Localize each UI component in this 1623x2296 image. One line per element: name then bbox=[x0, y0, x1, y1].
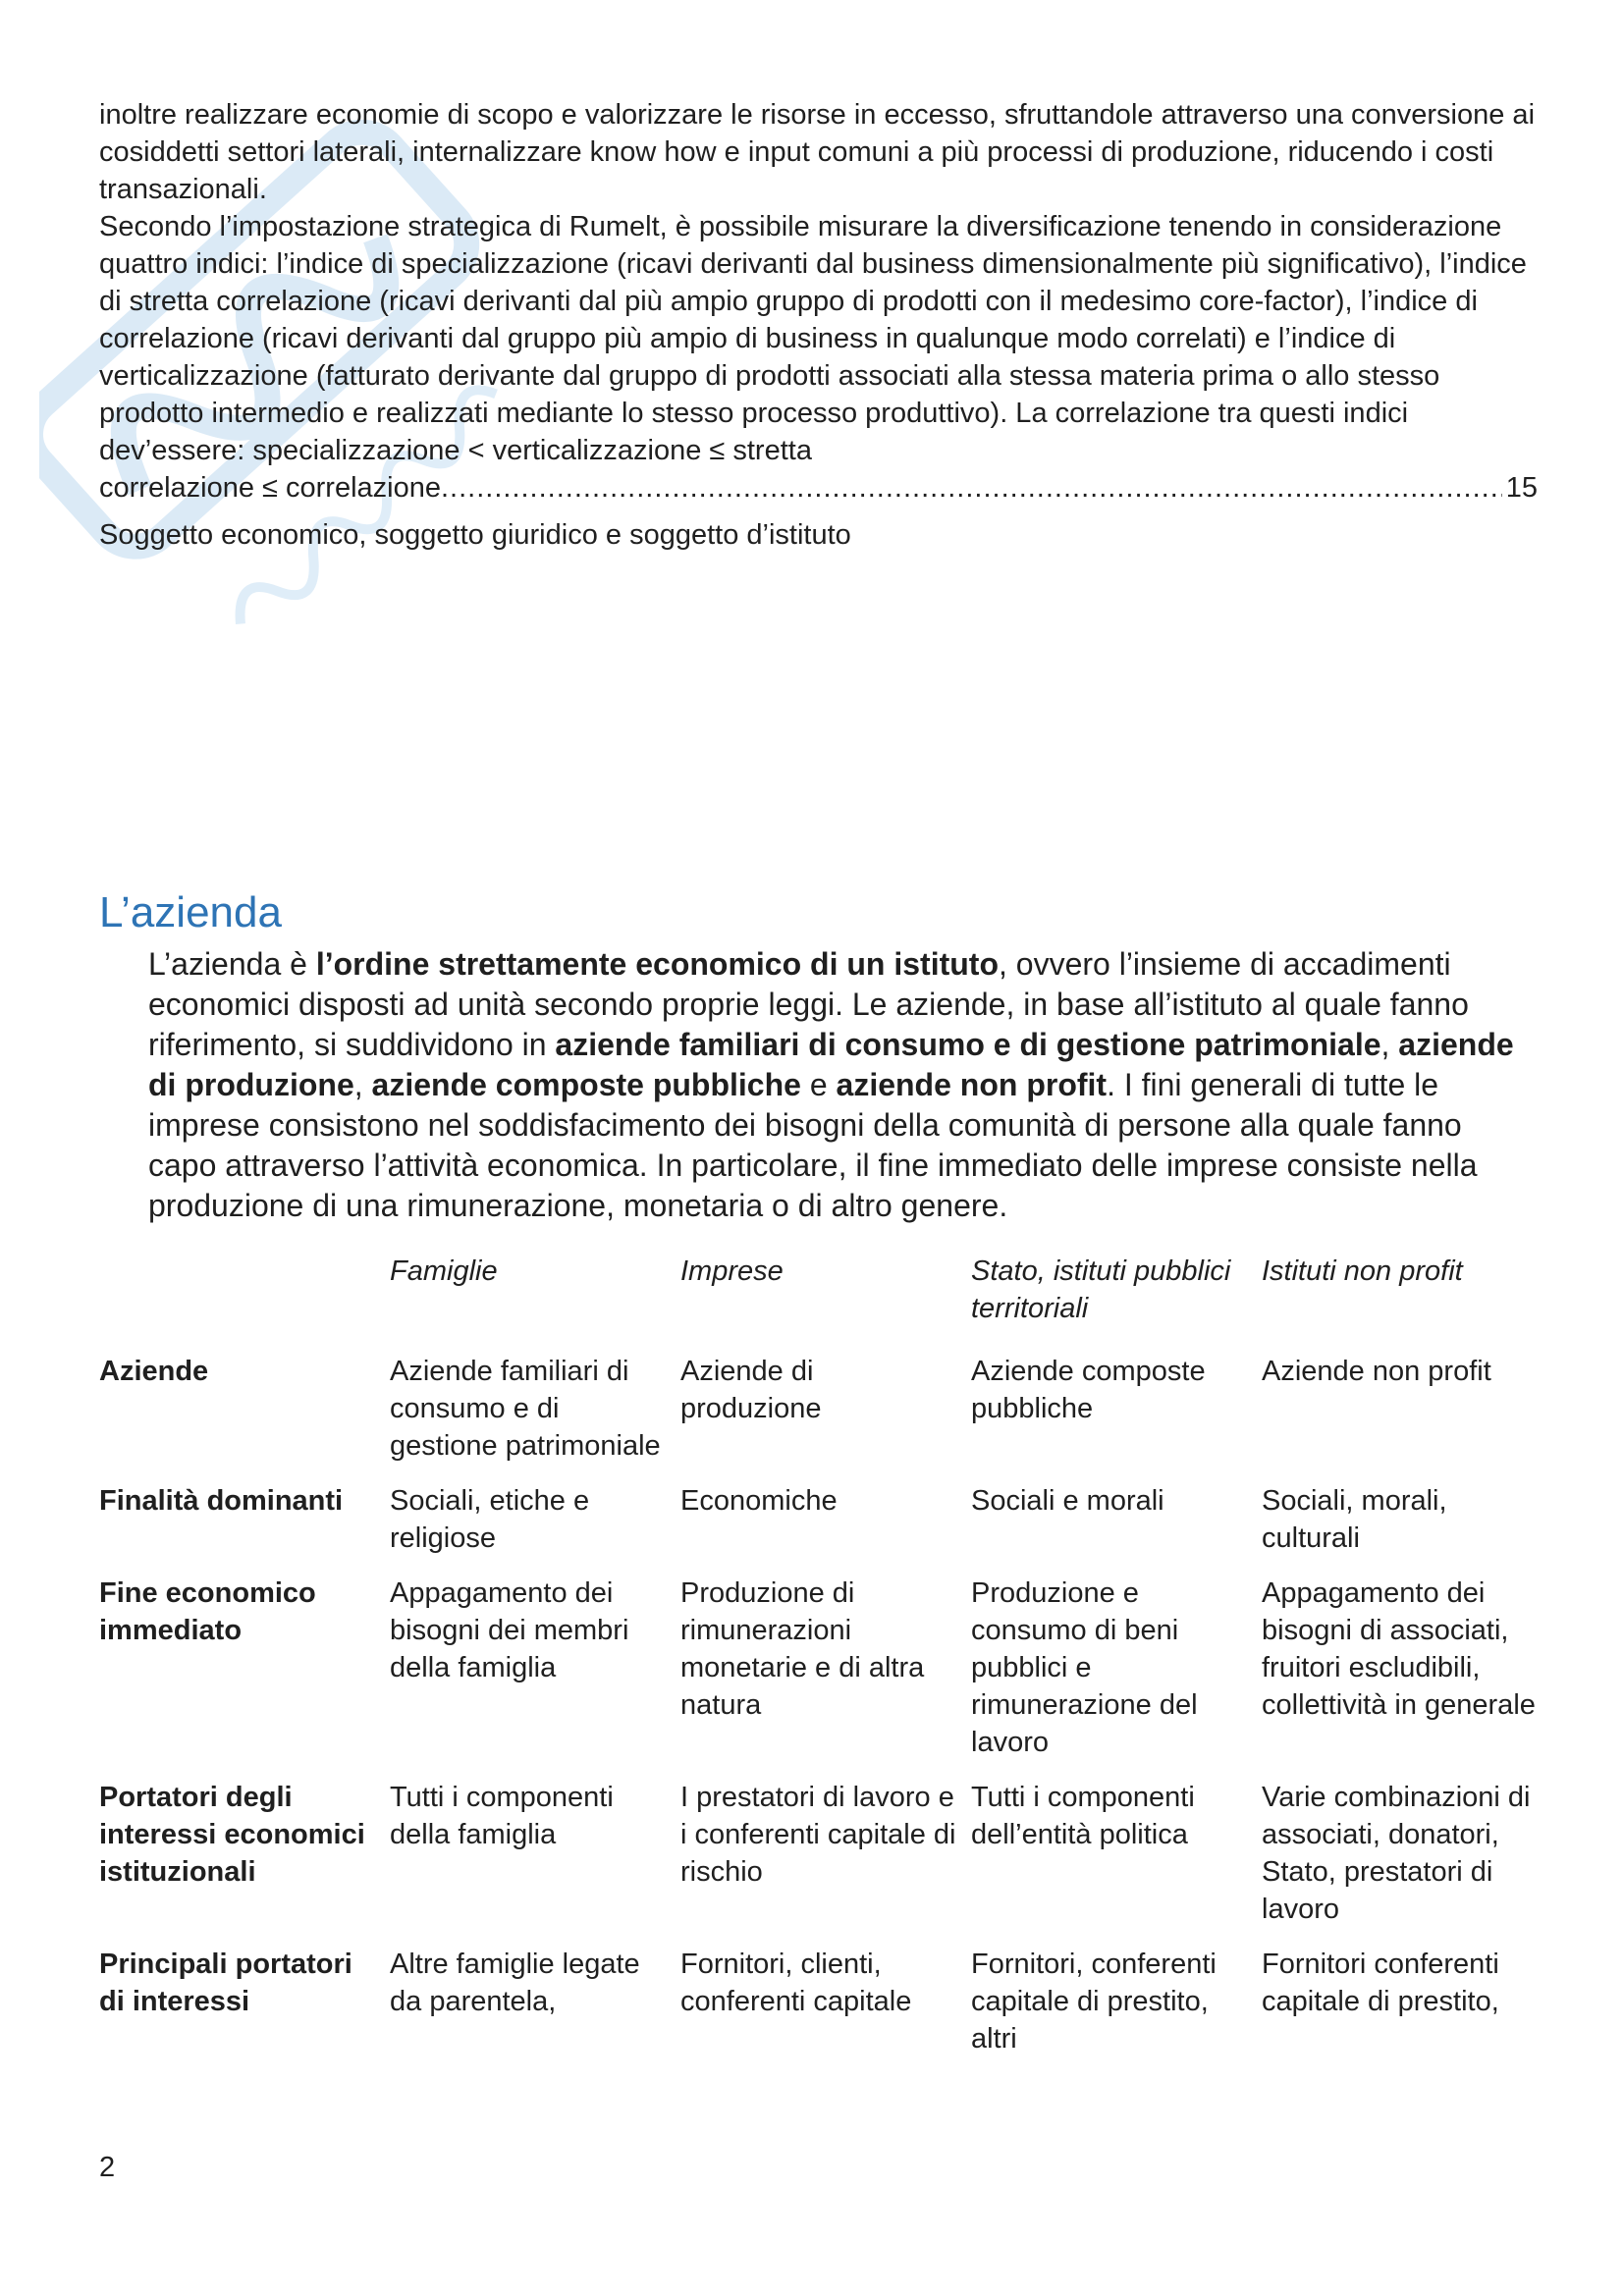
table-row bbox=[92, 1571, 1545, 1775]
table-cell: Appagamento dei bisogni dei membri della famiglia bbox=[390, 1577, 629, 1683]
intro-bold: aziende composte pubbliche bbox=[371, 1067, 801, 1102]
intro-paragraph bbox=[148, 944, 1538, 1226]
table-cell: Produzione di rimunerazioni monetarie e di altra natura bbox=[680, 1577, 925, 1721]
row-label: Finalità dominanti bbox=[99, 1485, 344, 1517]
page-number: 2 bbox=[99, 2152, 116, 2183]
table-cell: Sociali, morali, culturali bbox=[1262, 1485, 1447, 1554]
column-header: Imprese bbox=[680, 1255, 784, 1287]
column-header: Famiglie bbox=[390, 1255, 498, 1287]
table-cell: Aziende di produzione bbox=[680, 1356, 822, 1424]
column-header: Stato, istituti pubblici territoriali bbox=[971, 1255, 1231, 1324]
table-row bbox=[92, 1942, 1545, 2071]
table-cell: Sociali, etiche e religiose bbox=[390, 1485, 590, 1554]
table-cell: Appagamento dei bisogni di associati, fruitori escludibili, collettività in generale bbox=[1262, 1577, 1536, 1721]
toc-paragraph-1: inoltre realizzare economie di scopo e valorizzare le risorse in eccesso, sfruttandole attraverso una conversione ai cosiddetti settori laterali, internalizzare know how e input comuni a più processi di produzione, riducendo i costi transazionali. bbox=[99, 99, 1536, 205]
toc-entry-line[interactable] bbox=[99, 469, 1538, 507]
table-cell: Fornitori conferenti capitale di prestito, bbox=[1262, 1949, 1499, 2017]
table-cell: Varie combinazioni di associati, donatori, Stato, prestatori di lavoro bbox=[1262, 1782, 1531, 1925]
intro-bold: aziende di produzione bbox=[148, 1027, 1514, 1102]
table-row bbox=[92, 1349, 1545, 1478]
intro-bold: aziende non profit bbox=[836, 1067, 1108, 1102]
table-cell: Fornitori, conferenti capitale di prestito, altri bbox=[971, 1949, 1217, 2055]
table-cell: Sociali e morali bbox=[971, 1485, 1164, 1517]
table-cell: Aziende non profit bbox=[1262, 1356, 1491, 1387]
intro-text: L’azienda è bbox=[148, 946, 316, 982]
table-cell: Fornitori, clienti, conferenti capitale bbox=[680, 1949, 912, 2017]
section-title: L’azienda bbox=[99, 888, 282, 936]
table-of-contents bbox=[99, 96, 1538, 554]
toc-entry-text: correlazione ≤ correlazione bbox=[99, 472, 441, 504]
table-cell: I prestatori di lavoro e i conferenti capitale di rischio bbox=[680, 1782, 956, 1888]
toc-next-entry[interactable]: Soggetto economico, soggetto giuridico e soggetto d’istituto bbox=[99, 519, 851, 551]
intro-bold: aziende familiari di consumo e di gestione patrimoniale bbox=[555, 1027, 1381, 1062]
row-label: Principali portatori di interessi bbox=[99, 1949, 352, 2017]
table-cell: Economiche bbox=[680, 1485, 838, 1517]
table-cell: Tutti i componenti della famiglia bbox=[390, 1782, 614, 1850]
intro-bold: l’ordine strettamente economico di un istituto bbox=[315, 946, 999, 982]
row-label: Fine economico immediato bbox=[99, 1577, 316, 1646]
table-cell: Tutti i componenti dell’entità politica bbox=[971, 1782, 1195, 1850]
table-row bbox=[92, 1478, 1545, 1571]
table-row bbox=[92, 1775, 1545, 1942]
comparison-table bbox=[92, 1249, 1545, 2071]
row-label: Aziende bbox=[99, 1356, 209, 1387]
toc-paragraph-2: Secondo l’impostazione strategica di Rumelt, è possibile misurare la diversificazione tenendo in considerazione quattro indici: l’indice di specializzazione (ricavi derivanti dal business dimensionalmente più significativo), l’indice di stretta correlazione (ricavi derivanti dal più ampio gruppo di prodotti con il medesimo core-factor), l’indice di correlazione (ricavi derivanti dal gruppo più ampio di business in qualunque modo correlati) e l’indice di verticalizzazione (fatturato derivante dal gruppo di prodotti associati alla stessa materia prima o allo stesso prodotto intermedio e realizzati mediante lo stesso processo produttivo). La correlazione tra questi indici dev’essere: specializzazione < verticalizzazione ≤ stretta bbox=[99, 211, 1527, 466]
column-header: Istituti non profit bbox=[1262, 1255, 1463, 1287]
table-header-row bbox=[92, 1249, 1545, 1349]
column-header bbox=[92, 1249, 383, 1349]
table-cell: Produzione e consumo di beni pubblici e rimunerazione del lavoro bbox=[971, 1577, 1198, 1758]
table-cell: Aziende composte pubbliche bbox=[971, 1356, 1206, 1424]
intro-text: , bbox=[1380, 1027, 1399, 1062]
intro-text: e bbox=[800, 1067, 837, 1102]
toc-page-number: 15 bbox=[1505, 472, 1538, 504]
table-cell: Aziende familiari di consumo e di gestione patrimoniale bbox=[390, 1356, 661, 1462]
intro-text: . I fini generali di tutte le imprese consistono nel soddisfacimento dei bisogni della comunità di persone alla quale fanno capo attraverso l’attività economica. In particolare, il fine immediato delle imprese consiste nella produzione di una rimunerazione, monetaria o di altro genere. bbox=[148, 1067, 1478, 1223]
row-label: Portatori degli interessi economici istituzionali bbox=[99, 1782, 365, 1888]
table-cell: Altre famiglie legate da parentela, bbox=[390, 1949, 640, 2017]
intro-text: , bbox=[353, 1067, 372, 1102]
toc-dot-leader bbox=[441, 469, 1502, 507]
intro-text: , ovvero l’insieme di accadimenti economici disposti ad unità secondo proprie leggi. Le aziende, in base all’istituto al quale fanno riferimento, si suddividono in bbox=[148, 946, 1469, 1062]
